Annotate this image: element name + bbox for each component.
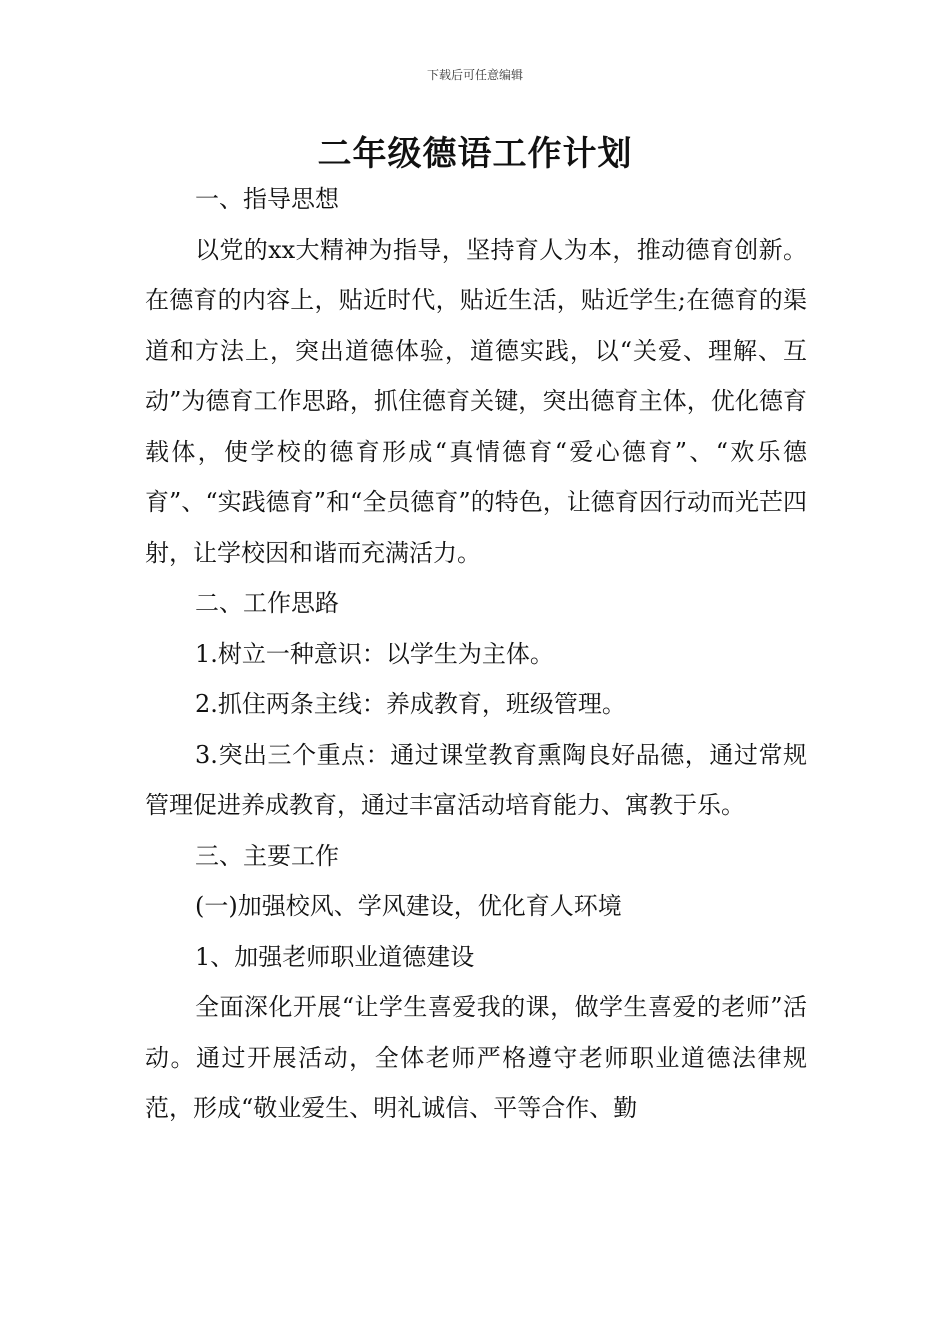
paragraph-teacher-ethics: 全面深化开展“让学生喜爱我的课，做学生喜爱的老师”活动。通过开展活动，全体老师严格遵守老师职业道德法律规范，形成“敬业爱生、明礼诚信、平等合作、勤 <box>145 993 807 1122</box>
subsection-heading-teacher-ethics: 1、加强老师职业道德建设 <box>195 942 475 971</box>
section-heading-work-approach: 二、工作思路 <box>195 589 339 617</box>
list-item-approach-3: 3.突出三个重点：通过课堂教育熏陶良好品德，通过常规管理促进养成教育，通过丰富活动培育能力、寓教于乐。 <box>145 740 807 819</box>
list-item-approach-1: 1.树立一种意识：以学生为主体。 <box>195 639 554 668</box>
subsection-heading-school-style: (一)加强校风、学风建设，优化育人环境 <box>195 892 622 920</box>
section-heading-guiding-ideology: 一、指导思想 <box>195 185 339 213</box>
paragraph-guiding-ideology: 以党的xx大精神为指导，坚持育人为本，推动德育创新。在德育的内容上，贴近时代，贴近生活，贴近学生;在德育的渠道和方法上，突出道德体验，道德实践，以“关爱、理解、互动”为德育工作思路，抓住德育关键，突出德育主体，优化德育载体，使学校的德育形成“真情德育“爱心德育”、“欢乐德育”、“实践德育”和“全员德育”的特色，让德育因行动而光芒四射，让学校因和谐而充满活力。 <box>145 235 807 567</box>
section-heading-main-work: 三、主要工作 <box>195 841 339 870</box>
list-item-approach-2: 2.抓住两条主线：养成教育，班级管理。 <box>195 690 626 718</box>
document-body <box>145 174 807 1134</box>
document-title: 二年级德语工作计划 <box>317 134 633 174</box>
header-note: 下载后可任意编辑 <box>426 68 523 82</box>
